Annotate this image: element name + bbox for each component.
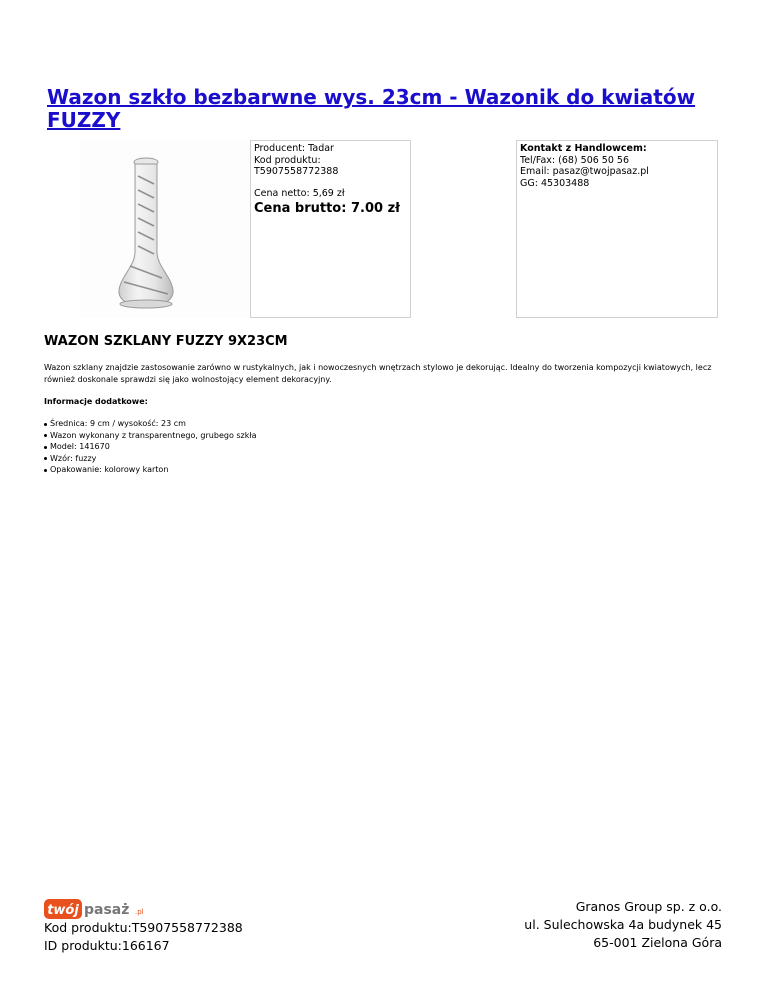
list-item: Wazon wykonany z transparentnego, grubego szkła [44, 430, 257, 442]
description-heading: WAZON SZKLANY FUZZY 9X23CM [44, 334, 288, 349]
contact-box [516, 140, 718, 318]
logo-text-twoj: twój [47, 903, 79, 918]
product-title-link[interactable]: Wazon szkło bezbarwne wys. 23cm - Wazonik do kwiatów FUZZY [47, 85, 696, 132]
vase-illustration [80, 140, 250, 318]
logo-text-suffix: .pl [135, 908, 144, 916]
logo-text-pasaz: pasaż [84, 902, 130, 918]
list-item: Opakowanie: kolorowy karton [44, 464, 257, 476]
contact-phone: Tel/Fax: (68) 506 50 56 [520, 154, 629, 166]
list-item: Model: 141670 [44, 441, 257, 453]
footer-product-ids [44, 919, 243, 955]
description-text: Wazon szklany znajdzie zastosowanie zarówno w rustykalnych, jak i nowoczesnych wnętrzach stylowo je dekorując. Idealny do tworzenia kompozycji kwiatowych, lecz również doskonale sprawdzi się jako wolnostojący element dekoracyjny. [44, 363, 712, 384]
product-code-text: Kod produktu: T5907558772388 [254, 154, 339, 177]
extra-info-heading: Informacje dodatkowe: [44, 397, 148, 406]
product-image [80, 140, 250, 318]
twojpasaz-logo [44, 897, 154, 921]
producer-text: Producent: Tadar [254, 143, 334, 154]
company-address-line2: 65-001 Zielona Góra [593, 935, 722, 950]
company-address-line1: ul. Sulechowska 4a budynek 45 [524, 917, 722, 932]
net-price: Cena netto: 5,69 zł [254, 187, 345, 199]
footer-product-code: Kod produktu:T5907558772388 [44, 920, 243, 935]
gross-price: Cena brutto: 7.00 zł [254, 201, 400, 216]
footer-company [524, 898, 722, 952]
footer-product-id: ID produktu:166167 [44, 938, 170, 953]
list-item: Wzór: fuzzy [44, 453, 257, 465]
list-item: Średnica: 9 cm / wysokość: 23 cm [44, 418, 257, 430]
contact-heading: Kontakt z Handlowcem: [520, 143, 647, 154]
extra-info-list [44, 418, 257, 476]
company-name: Granos Group sp. z o.o. [575, 899, 722, 914]
contact-gg: GG: 45303488 [520, 177, 590, 189]
product-info-box [250, 140, 411, 318]
contact-email: Email: pasaz@twojpasaz.pl [520, 166, 649, 177]
